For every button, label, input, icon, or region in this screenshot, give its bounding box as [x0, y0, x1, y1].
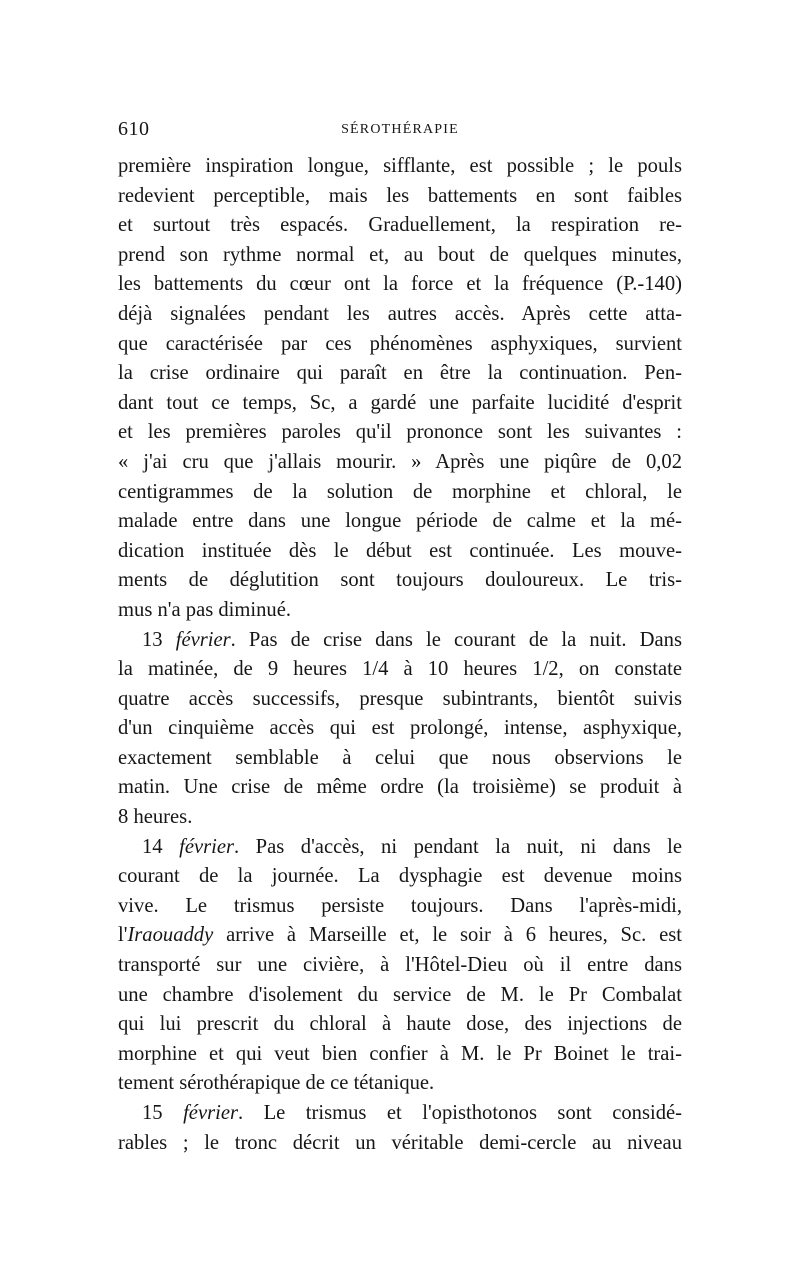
text-line	[118, 448, 682, 478]
text-line	[118, 862, 682, 892]
text-segment: 14	[142, 835, 180, 858]
text-line	[118, 626, 682, 656]
text-line	[118, 1040, 682, 1070]
text-line	[118, 1069, 682, 1099]
text-segment: quatre accès successifs, presque subintrants, bientôt suivis	[118, 687, 682, 710]
text-segment: courant de la journée. La dysphagie est devenue moins	[118, 865, 682, 888]
text-line	[118, 981, 682, 1011]
text-segment: que caractérisée par ces phénomènes asphyxiques, survient	[118, 332, 682, 355]
text-segment: première inspiration longue, sifflante, est possible ; le pouls	[118, 155, 682, 177]
text-line	[118, 566, 682, 596]
text-line	[118, 921, 682, 951]
text-segment: centigrammes de la solution de morphine et chloral, le	[118, 480, 682, 503]
text-line	[118, 359, 682, 389]
text-segment: la crise ordinaire qui paraît en être la continuation. Pen-	[118, 362, 682, 385]
text-segment: malade entre dans une longue période de calme et la mé-	[118, 510, 682, 533]
text-line	[118, 300, 682, 330]
text-segment: déjà signalées pendant les autres accès. Après cette atta-	[118, 302, 682, 325]
text-line	[118, 714, 682, 744]
text-line	[118, 892, 682, 922]
text-line	[118, 478, 682, 508]
text-segment: mus n'a pas diminué.	[118, 598, 292, 621]
text-line	[118, 389, 682, 419]
text-segment: qui lui prescrit du chloral à haute dose, des injections de	[118, 1013, 682, 1036]
text-segment: exactement semblable à celui que nous observions le	[118, 746, 682, 769]
text-line	[118, 270, 682, 300]
text-line	[118, 1099, 682, 1129]
text-line	[118, 951, 682, 981]
text-segment: dication instituée dès le début est continuée. Les mouve-	[118, 539, 682, 562]
text-segment: prend son rythme normal et, au bout de quelques minutes,	[118, 243, 682, 266]
running-head: SÉROTHÉRAPIE	[341, 122, 459, 137]
text-segment: matin. Une crise de même ordre (la troisième) se produit à	[118, 776, 682, 799]
text-segment: morphine et qui veut bien confier à M. le Pr Boinet le trai-	[118, 1042, 682, 1065]
text-segment: « j'ai cru que j'allais mourir. » Après une piqûre de 0,02	[118, 450, 682, 473]
text-segment: 15	[142, 1102, 184, 1124]
italic-text: février	[179, 835, 235, 858]
text-segment: une chambre d'isolement du service de M. le Pr Combalat	[118, 983, 682, 1006]
text-segment: . Le trismus et l'opisthotonos sont considé-	[237, 1102, 682, 1124]
page-header	[118, 118, 682, 146]
text-line	[118, 182, 682, 212]
page-number: 610	[118, 118, 150, 140]
text-segment: d'un cinquième accès qui est prolongé, intense, asphyxique,	[118, 717, 682, 740]
text-line	[118, 803, 682, 833]
text-line	[118, 1129, 682, 1159]
text-line	[118, 773, 682, 803]
text-line	[118, 685, 682, 715]
text-line	[118, 330, 682, 360]
text-segment: dant tout ce temps, Sc, a gardé une parfaite lucidité d'esprit	[118, 391, 682, 414]
text-line	[118, 1010, 682, 1040]
text-line	[118, 507, 682, 537]
text-segment: ments de déglutition sont toujours douloureux. Le tris-	[118, 569, 682, 592]
text-line	[118, 833, 682, 863]
text-line	[118, 211, 682, 241]
text-segment: l'	[118, 924, 128, 947]
text-segment: 13	[142, 628, 176, 651]
text-segment: et les premières paroles qu'il prononce sont les suivantes :	[118, 421, 682, 444]
text-line	[118, 596, 682, 626]
text-line	[118, 418, 682, 448]
italic-text: Iraouaddy	[127, 924, 214, 947]
italic-text: février	[183, 1102, 238, 1124]
text-segment: arrive à Marseille et, le soir à 6 heures, Sc. est	[213, 924, 682, 947]
italic-text: février	[175, 628, 231, 651]
text-segment: la matinée, de 9 heures 1/4 à 10 heures 1/2, on constate	[118, 658, 682, 681]
text-segment: rables ; le tronc décrit un véritable demi-cercle au niveau	[118, 1131, 682, 1154]
text-line	[118, 655, 682, 685]
text-line	[118, 537, 682, 567]
text-line	[118, 152, 682, 182]
text-segment: transporté sur une civière, à l'Hôtel-Dieu où il entre dans	[118, 954, 682, 977]
text-line	[118, 241, 682, 271]
text-segment: redevient perceptible, mais les battements en sont faibles	[118, 184, 682, 207]
text-segment: 8 heures.	[118, 806, 193, 829]
text-segment: . Pas d'accès, ni pendant la nuit, ni dans le	[234, 835, 682, 858]
text-segment: tement sérothérapique de ce tétanique.	[118, 1072, 435, 1095]
body-text	[118, 152, 682, 1158]
text-segment: vive. Le trismus persiste toujours. Dans l'après-midi,	[118, 894, 682, 917]
text-segment: . Pas de crise dans le courant de la nuit. Dans	[230, 628, 682, 651]
text-segment: les battements du cœur ont la force et la fréquence (P.-140)	[118, 273, 682, 296]
text-segment: et surtout très espacés. Graduellement, la respiration re-	[118, 214, 682, 237]
text-line	[118, 744, 682, 774]
